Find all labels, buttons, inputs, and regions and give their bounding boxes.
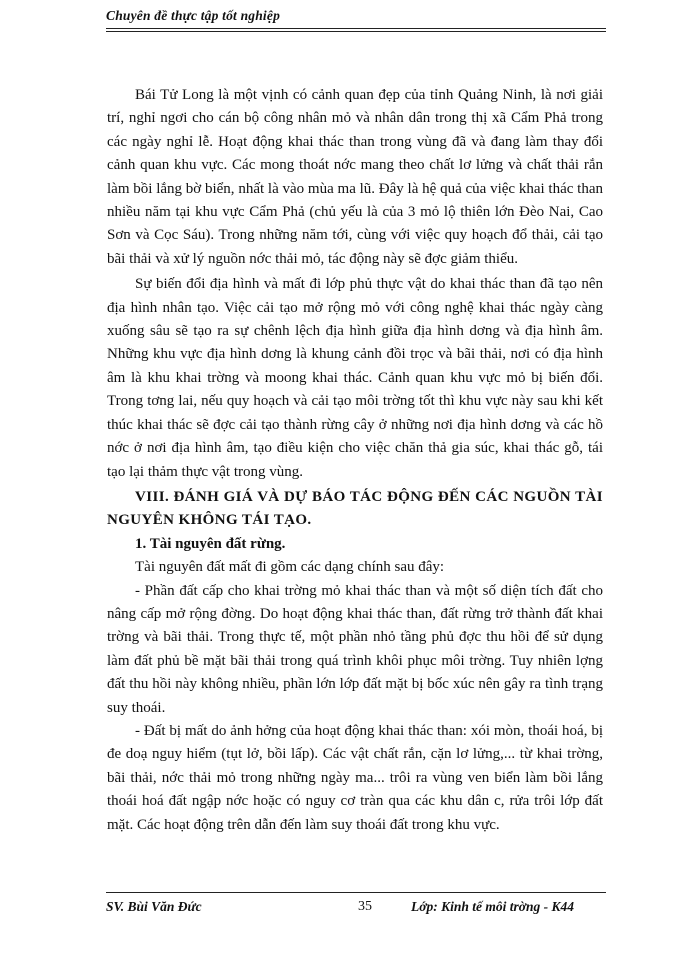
footer-rule [106,892,606,893]
section-heading: VIII. ĐÁNH GIÁ VÀ DỰ BÁO TÁC ĐỘNG ĐẾN CÁC NGUỒN TÀI NGUYÊN KHÔNG TÁI TẠO. [107,488,603,529]
paragraph-1: Bái Tử Long là một vịnh có cảnh quan đẹp của tỉnh Quảng Ninh, là nơi giải trí, nghỉ ngơi cho cán bộ công nhân mỏ và nhân dân trong thị xã Cẩm Phả trong các ngày nghỉ lễ. Hoạt động khai thác than trong vùng đã và đang làm thay đổi cảnh quan khu vực. Các mong thoát nớc mang theo chất lơ lửng và chất thải rắn làm bồi lắng bờ biển, nhất là vào mùa ma lũ. Đây là hệ quả của việc khai thác than nhiều năm tại khu vực Cẩm Phả (chủ yếu là của 3 mỏ lộ thiên lớn Đèo Nai, Cao Sơn và Cọc Sáu). Trong những năm tới, cùng với việc quy hoạch đổ thải, cải tạo bãi thải và xử lý nguồn nớc thải mỏ, tác động này sẽ đợc giảm thiểu. [107,87,603,267]
footer-class: Lớp: Kinh tế môi trờng - K44 [411,899,575,914]
intro-text: Tài nguyên đất mất đi gồm các dạng chính sau đây: [135,559,445,576]
bullet-1: - Phần đất cấp cho khai trờng mỏ khai thác than và một số diện tích đất cho nâng cấp mở rộng đờng. Do hoạt động khai thác than, đất rừng trở thành đất khai trờng và bãi thải. Trong thực tế, một phần nhỏ tầng phủ đợc thu hồi để sử dụng làm đất phủ bề mặt bãi thải trong quá trình khôi phục môi trờng. Tuy nhiên lợng đất thu hồi này không nhiều, phần lớn lớp đất mặt bị bốc xúc nên gây ra tình trạng suy thoái. [107,582,603,716]
bullet-2: - Đất bị mất do ảnh hởng của hoạt động khai thác than: xói mòn, thoái hoá, bị đe doạ nguy hiểm (tụt lở, bồi lấp). Các vật chất rắn, cặn lơ lửng,... từ khai trờng, bãi thải, nớc thải mỏ trong những ngày ma... trôi ra vùng ven biển làm bồi lắng thoái hoá đất ngập nớc hoặc có nguy cơ tràn qua các khu dân c, rửa trôi lớp đất mặt. Các hoạt động trên dẫn đến làm suy thoái đất trong khu vực. [107,722,603,833]
header-text: Chuyên đề thực tập tốt nghiệp [106,8,281,23]
page-body [107,84,603,837]
header-rule [106,28,606,29]
footer [106,899,606,919]
header-rule-thin [106,31,606,32]
footer-student: SV. Bùi Văn Đức [106,899,202,914]
paragraph-2: Sự biến đổi địa hình và mất đi lớp phủ thực vật do khai thác than đã tạo nên địa hình nhân tạo. Việc cải tạo mở rộng mỏ với công nghệ khai thác ngày càng xuống sâu sẽ tạo ra sự chênh lệch địa hình giữa địa hình dơng và địa hình âm. Những khu vực địa hình dơng là khung cảnh đồi trọc và bãi thải, nơi có địa hình âm là khu khai trờng và moong khai thác. Cảnh quan khu vực mỏ bị biến đổi. Trong tơng lai, nếu quy hoạch và cải tạo môi trờng tốt thì khu vực này sau khi kết thúc khai thác sẽ đợc cải tạo thành rừng cây ở những nơi địa hình dơng và các hồ nớc ở nơi địa hình âm, tạo điều kiện cho việc chăn thả gia súc, khai thác gỗ, tái tạo lại thảm thực vật trong vùng. [107,276,603,480]
page-number: 35 [358,899,372,914]
subsection-heading: 1. Tài nguyên đất rừng. [135,535,286,552]
